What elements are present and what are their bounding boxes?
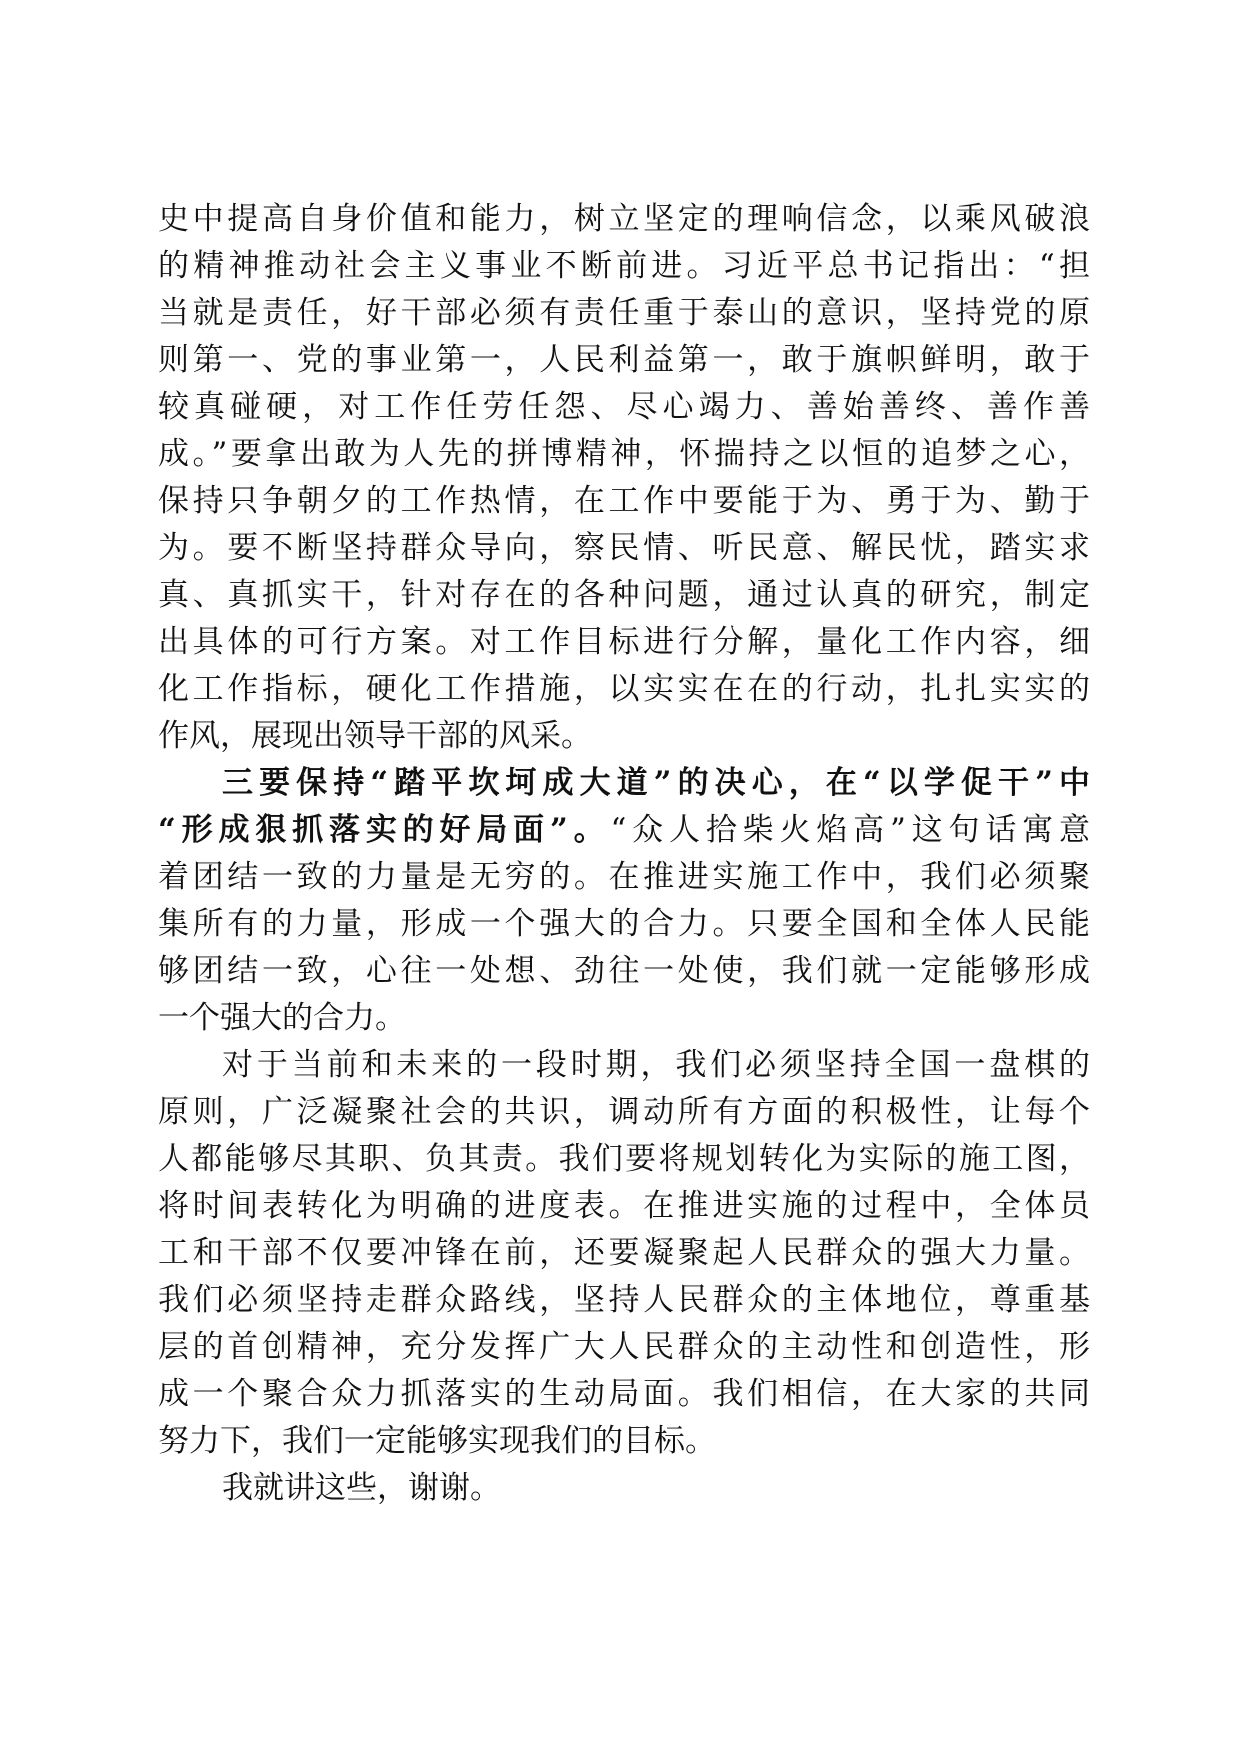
text-line: 出具体的可行方案。对工作目标进行分解，量化工作内容，细 xyxy=(158,624,1090,660)
text-line: 我们必须坚持走群众路线，坚持人民群众的主体地位，尊重基 xyxy=(158,1282,1090,1318)
text-line: 对于当前和未来的一段时期，我们必须坚持全国一盘棋的 xyxy=(222,1047,1090,1083)
paragraph-1 xyxy=(158,196,1090,760)
text-line: 较真碰硬，对工作任劳任怨、尽心竭力、善始善终、善作善 xyxy=(158,389,1090,425)
text-line: 当就是责任，好干部必须有责任重于泰山的意识，坚持党的原 xyxy=(158,295,1090,331)
text-line: 成一个聚合众力抓落实的生动局面。我们相信，在大家的共同 xyxy=(158,1376,1090,1412)
text-line: 作风，展现出领导干部的风采。 xyxy=(158,718,592,754)
text-line: 成。”要拿出敢为人先的拼博精神，怀揣持之以恒的追梦之心， xyxy=(158,436,1090,472)
text-line: 史中提高自身价值和能力，树立坚定的理响信念，以乘风破浪 xyxy=(158,201,1090,237)
text-line: 努力下，我们一定能够实现我们的目标。 xyxy=(158,1423,716,1459)
text-line: 够团结一致，心往一处想、劲往一处使，我们就一定能够形成 xyxy=(158,953,1090,989)
text-line: 将时间表转化为明确的进度表。在推进实施的过程中，全体员 xyxy=(158,1188,1090,1224)
text-line: 原则，广泛凝聚社会的共识，调动所有方面的积极性，让每个 xyxy=(158,1094,1090,1130)
section-heading: 三要保持“踏平坎坷成大道”的决心，在“以学促干”中 xyxy=(222,765,1090,801)
section-heading-continued: “形成狠抓落实的好局面”。 xyxy=(158,812,611,848)
body-text xyxy=(158,196,1090,1512)
text-line: 集所有的力量，形成一个强大的合力。只要全国和全体人民能 xyxy=(158,906,1090,942)
text-line: 人都能够尽其职、负其责。我们要将规划转化为实际的施工图， xyxy=(158,1141,1090,1177)
paragraph-2 xyxy=(158,760,1090,1042)
text-line: 的精神推动社会主义事业不断前进。习近平总书记指出：“担 xyxy=(158,248,1090,284)
text-line: 则第一、党的事业第一，人民利益第一，敢于旗帜鲜明，敢于 xyxy=(158,342,1090,378)
paragraph-3 xyxy=(158,1042,1090,1465)
paragraph-closing xyxy=(158,1465,1090,1512)
text-line: 工和干部不仅要冲锋在前，还要凝聚起人民群众的强大力量。 xyxy=(158,1235,1090,1271)
text-line: 为。要不断坚持群众导向，察民情、听民意、解民忧，踏实求 xyxy=(158,530,1090,566)
text-line: 着团结一致的力量是无穷的。在推进实施工作中，我们必须聚 xyxy=(158,859,1090,895)
closing-line: 我就讲这些，谢谢。 xyxy=(222,1470,501,1506)
text-line: 层的首创精神，充分发挥广大人民群众的主动性和创造性，形 xyxy=(158,1329,1090,1365)
text-line: 化工作指标，硬化工作措施，以实实在在的行动，扎扎实实的 xyxy=(158,671,1090,707)
text-line xyxy=(158,807,1090,854)
text-segment: “众人拾柴火焰高”这句话寓意 xyxy=(610,812,1090,848)
text-line: 真、真抓实干，针对存在的各种问题，通过认真的研究，制定 xyxy=(158,577,1090,613)
text-line: 保持只争朝夕的工作热情，在工作中要能于为、勇于为、勤于 xyxy=(158,483,1090,519)
text-line: 一个强大的合力。 xyxy=(158,1000,406,1036)
